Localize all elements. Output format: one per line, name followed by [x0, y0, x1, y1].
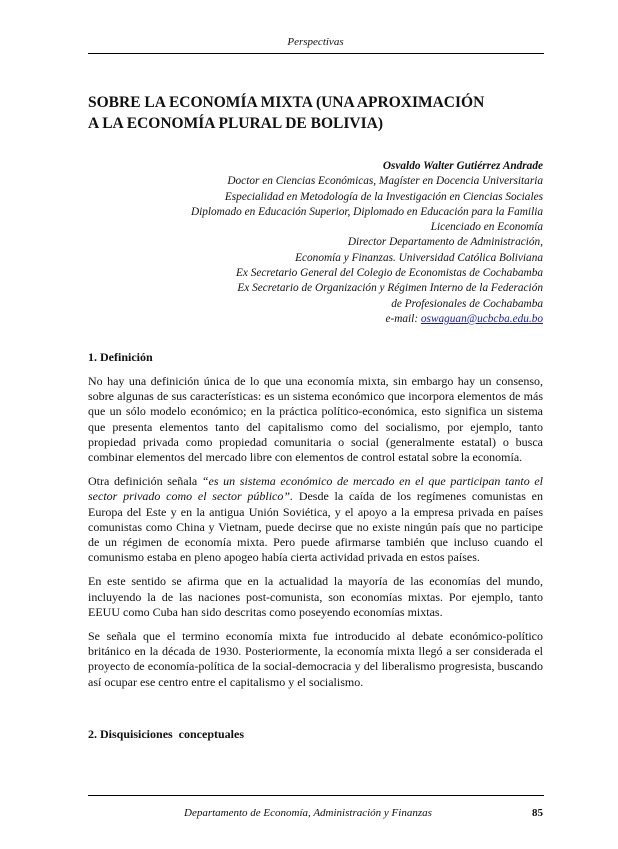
email-link[interactable]: oswaguan@ucbcba.edu.bo [420, 312, 543, 325]
author-block [83, 159, 543, 327]
article-title [88, 92, 548, 134]
author-credential: Diplomado en Educación Superior, Diplomado en Educación para la Familia [190, 205, 543, 218]
running-header: Perspectivas [287, 36, 344, 48]
email-label: e-mail: [385, 312, 421, 325]
author-credential: de Profesionales de Cochabamba [391, 297, 543, 310]
title-line-1: SOBRE LA ECONOMÍA MIXTA (UNA APROXIMACIÓN [88, 94, 485, 111]
paragraph: No hay una definición única de lo que una economía mixta, sin embargo hay un consenso, sobre algunas de sus características: es un sistema económico que incorpora elementos de más que un sólo modelo económico; en la práctica político-económica, esto significa un sistema que presenta elementos tanto del capitalismo como del socialismo, por ejemplo, tanto propiedad privada como propiedad comunitaria o social (generalmente estatal) o busca combinar elementos del mercado libre con elementos de control estatal sobre la economía. [88, 374, 543, 465]
author-credential: Ex Secretario General del Colegio de Economistas de Cochabamba [235, 267, 543, 280]
section-heading-disquisiciones: 2. Disquisiciones conceptuales [88, 727, 245, 741]
paragraph: En este sentido se afirma que en la actualidad la mayoría de las economías del mundo, incluyendo la de las naciones post-comunista, son economías mixtas. Por ejemplo, tanto EEUU como Cuba han sido descritas como poseyendo economías mixtas. [88, 574, 543, 619]
header-rule [88, 53, 544, 54]
title-line-2: A LA ECONOMÍA PLURAL DE BOLIVIA) [88, 115, 383, 132]
footer-rule [88, 795, 544, 796]
author-name: Osvaldo Walter Gutiérrez Andrade [382, 160, 543, 172]
author-credential: Especialidad en Metodología de la Investigación en Ciencias Sociales [224, 190, 543, 203]
author-credential: Ex Secretario de Organización y Régimen Interno de la Federación [237, 282, 543, 295]
section-heading-definicion: 1. Definición [88, 350, 153, 364]
author-credential: Licenciado en Economía [430, 221, 543, 234]
article-body [88, 374, 543, 699]
paragraph [88, 474, 543, 565]
footer-text: Departamento de Economía, Administración y Finanzas [184, 807, 432, 819]
author-credential: Director Departamento de Administración, [347, 236, 543, 249]
page-number: 85 [532, 807, 543, 819]
quoted-definition: “es un sistema económico de mercado en el que participan tanto el sector privado como el sector público”. [88, 474, 543, 504]
paragraph-text: Desde la caída de los regímenes comunistas en Europa del Este y en la antigua Unión Soviética, y el apoyo a la empresa privada en países comunistas como China y Vietnam, puede decirse que no existe ningún país que no participe de un régimen de economía mixta. Pero puede afirmarse también que incluso cuando el comunismo estaba en pleno apogeo había cierta actividad privada en estos países. [88, 489, 543, 565]
author-email-line [83, 312, 543, 327]
paragraph: Se señala que el termino economía mixta fue introducido al debate económico-político británico en la década de 1930. Posteriormente, la economía mixta llegó a ser considerada el proyecto de economía-política de la social-democracia y del liberalismo progresista, buscando así ocupar ese centro entre el capitalismo y el socialismo. [88, 629, 543, 689]
author-credential: Economía y Finanzas. Universidad Católica Boliviana [295, 251, 543, 264]
author-credential: Doctor en Ciencias Económicas, Magíster en Docencia Universitaria [227, 175, 543, 188]
paragraph-text: Otra definición señala [88, 474, 202, 489]
